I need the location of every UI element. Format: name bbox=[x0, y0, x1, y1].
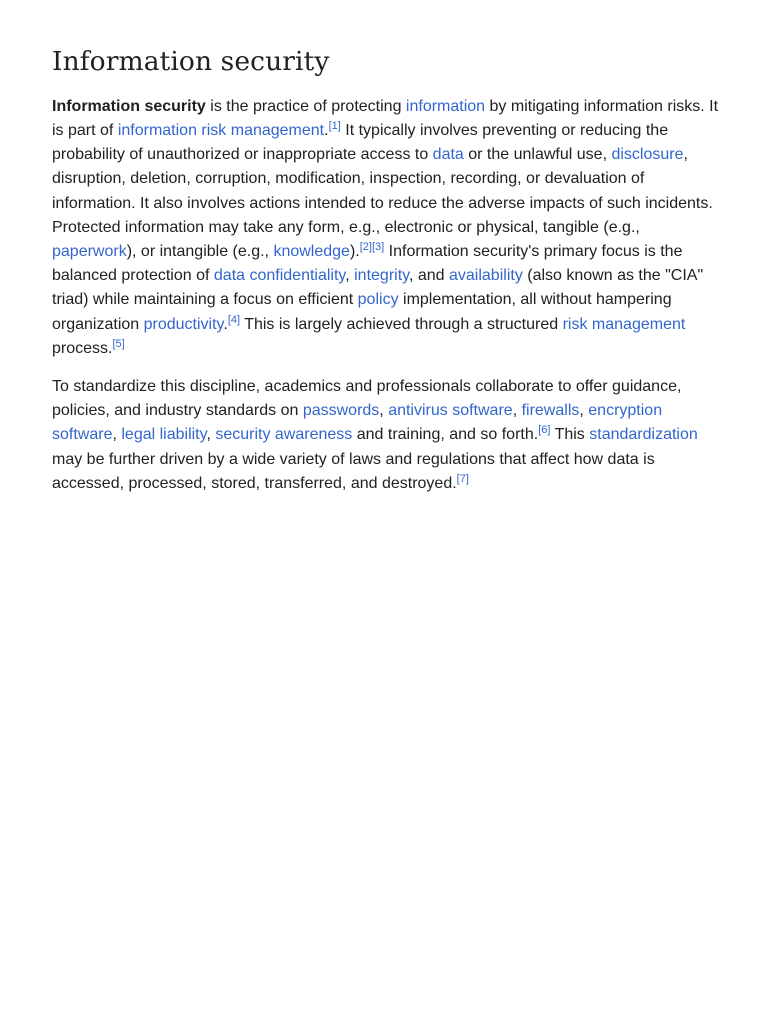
citation-5[interactable]: [5] bbox=[112, 337, 125, 350]
text-run: To standardize this discipline, academics and professionals collaborate to offer guidance, policies, and industry standards on bbox=[52, 378, 682, 420]
text-run: ). bbox=[349, 243, 360, 261]
text-run: , bbox=[379, 402, 389, 420]
link-data-confidentiality[interactable]: data confidentiality bbox=[213, 267, 346, 285]
text-run: process. bbox=[52, 339, 113, 357]
citation-1[interactable]: [1] bbox=[328, 120, 341, 132]
text-run: , bbox=[345, 267, 355, 285]
citation-3[interactable]: [3] bbox=[371, 241, 385, 254]
text-run: and training, and so forth. bbox=[352, 426, 539, 444]
text-run: This is largely achieved through a structured bbox=[240, 315, 563, 333]
link-firewalls[interactable]: firewalls bbox=[521, 402, 580, 420]
page-title: Information security bbox=[52, 46, 330, 77]
link-information[interactable]: information bbox=[405, 97, 486, 115]
link-antivirus-software[interactable]: antivirus software bbox=[388, 402, 513, 420]
bold-term: Information security bbox=[52, 97, 206, 115]
link-standardization[interactable]: standardization bbox=[589, 426, 698, 444]
text-run: implementation, all without hampering organization bbox=[52, 291, 672, 333]
citation-2[interactable]: [2] bbox=[359, 241, 372, 254]
text-run: (also known as the "CIA" triad) while maintaining a focus on efficient bbox=[52, 267, 704, 309]
text-run: Information security's primary focus is the balanced protection of bbox=[52, 243, 683, 285]
text-run: may be further driven by a wide variety of laws and regulations that affect how data is accessed, processed, stored, transferred, and destroyed. bbox=[52, 450, 655, 492]
link-productivity[interactable]: productivity bbox=[143, 315, 224, 333]
link-data[interactable]: data bbox=[432, 146, 464, 164]
text-run: , bbox=[512, 402, 522, 420]
link-security-awareness[interactable]: security awareness bbox=[215, 426, 353, 444]
text-run: , bbox=[206, 426, 216, 444]
link-policy[interactable]: policy bbox=[357, 291, 399, 309]
text-run: , bbox=[112, 426, 122, 444]
citation-7[interactable]: [7] bbox=[456, 472, 469, 485]
paragraph-standards bbox=[52, 375, 720, 496]
link-disclosure[interactable]: disclosure bbox=[611, 146, 684, 164]
link-availability[interactable]: availability bbox=[449, 267, 523, 285]
link-integrity[interactable]: integrity bbox=[354, 267, 409, 285]
text-run: It typically involves preventing or reducing the probability of unauthorized or inappropriate access to bbox=[52, 122, 669, 164]
link-risk-management[interactable]: risk management bbox=[562, 315, 686, 333]
citation-4[interactable]: [4] bbox=[227, 313, 241, 326]
link-knowledge[interactable]: knowledge bbox=[273, 243, 350, 261]
text-run: by mitigating information risks. It is part of bbox=[52, 97, 719, 139]
paragraph-intro bbox=[52, 95, 720, 361]
text-run: , bbox=[579, 402, 589, 420]
citation-6[interactable]: [6] bbox=[538, 424, 551, 437]
link-passwords[interactable]: passwords bbox=[302, 402, 380, 420]
text-run: or the unlawful use, bbox=[463, 146, 612, 164]
text-run: . bbox=[223, 315, 228, 333]
link-paperwork[interactable]: paperwork bbox=[52, 243, 127, 261]
text-run: is the practice of protecting bbox=[205, 97, 406, 115]
link-information-risk-management[interactable]: information risk management bbox=[117, 122, 325, 139]
text-run: . bbox=[324, 122, 329, 139]
text-run: , and bbox=[408, 267, 449, 285]
link-legal-liability[interactable]: legal liability bbox=[121, 426, 207, 444]
text-run: ), or intangible (e.g., bbox=[126, 243, 274, 261]
article-content bbox=[52, 46, 720, 510]
link-encryption-software[interactable]: encryption software bbox=[52, 402, 663, 444]
text-run: This bbox=[550, 426, 590, 444]
text-run: , disruption, deletion, corruption, modification, inspection, recording, or devaluation of information. It also involves actions intended to reduce the adverse impacts of such incidents. Protected information may take any form, e.g., electronic or physical, tangible (e.g., bbox=[52, 146, 713, 236]
